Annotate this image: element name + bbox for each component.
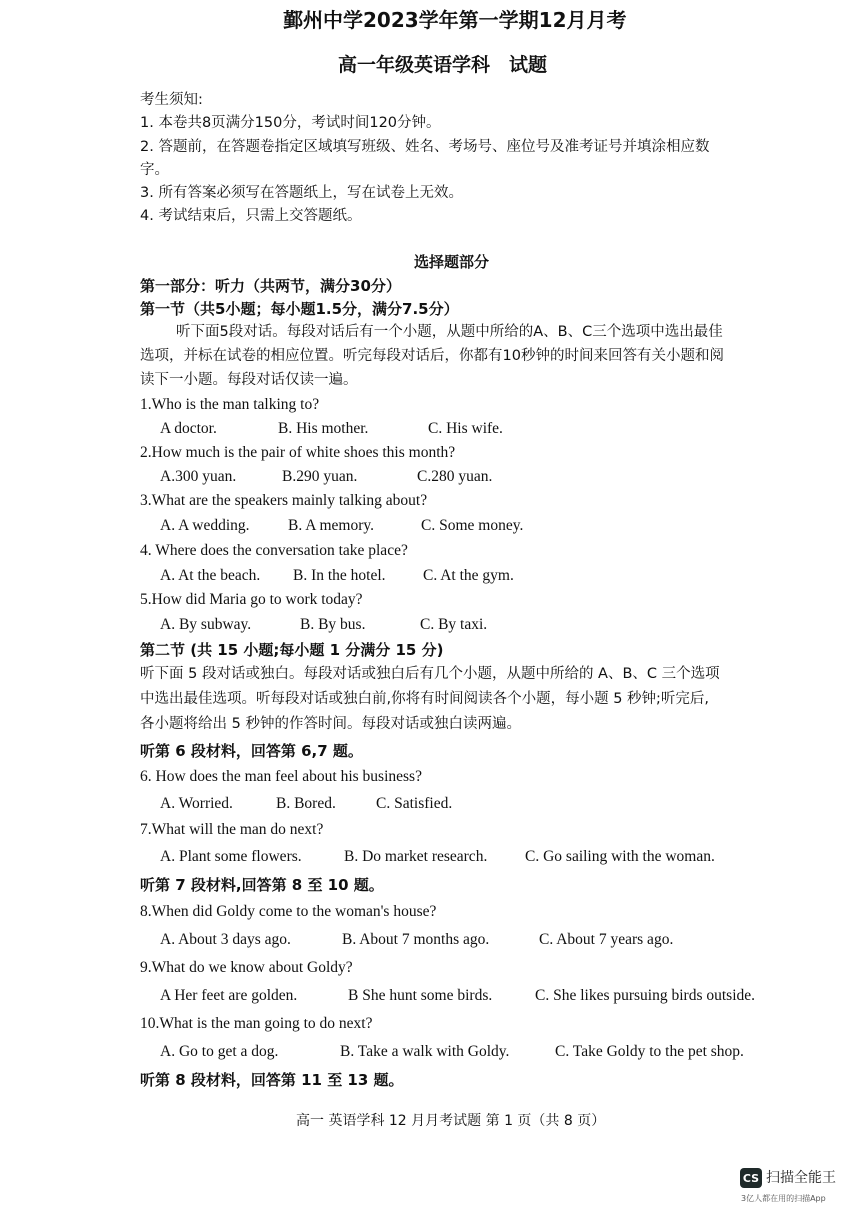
- option-a: A.300 yuan.: [160, 468, 237, 485]
- question-text: 5.How did Maria go to work today?: [140, 591, 363, 608]
- question-text: 4. Where does the conversation take place?: [140, 542, 408, 559]
- option-c: C. Satisfied.: [376, 795, 453, 812]
- option-a: A. By subway.: [160, 616, 252, 633]
- option-c: C. About 7 years ago.: [539, 931, 674, 948]
- section-heading: 选择题部分: [414, 253, 490, 271]
- part1-section2-title: 第二节 (共 15 小题;每小题 1 分满分 15 分): [140, 641, 444, 659]
- exam-subtitle: 高一年级英语学科 试题: [338, 54, 548, 76]
- notice-item: 2. 答题前，在答题卷指定区域填写班级、姓名、考场号、座位号及准考证号并填涂相应数: [140, 139, 710, 155]
- question-text: 7.What will the man do next?: [140, 821, 324, 838]
- option-a: A doctor.: [160, 420, 217, 437]
- question-text: 8.When did Goldy come to the woman's house?: [140, 903, 437, 920]
- question-text: 10.What is the man going to do next?: [140, 1015, 373, 1032]
- option-b: B. Take a walk with Goldy.: [340, 1043, 510, 1060]
- option-b: B. A memory.: [288, 517, 374, 534]
- question-text: 1.Who is the man talking to?: [140, 396, 320, 413]
- option-a: A Her feet are golden.: [160, 987, 298, 1004]
- material-heading: 听第 6 段材料，回答第 6,7 题。: [140, 742, 363, 760]
- option-c: C. By taxi.: [420, 616, 488, 633]
- notice-heading: 考生须知:: [140, 92, 203, 108]
- notice-item: 4. 考试结束后，只需上交答题纸。: [140, 208, 362, 224]
- option-a: A. Plant some flowers.: [160, 848, 302, 865]
- option-a: A. A wedding.: [160, 517, 250, 534]
- option-c: C.280 yuan.: [417, 468, 493, 485]
- part1-section1-title: 第一节（共5小题；每小题1.5分，满分7.5分）: [140, 300, 459, 318]
- option-b: B. Bored.: [276, 795, 336, 812]
- section2-instruction: 各小题将给出 5 秒钟的作答时间。每段对话或独白读两遍。: [140, 716, 521, 732]
- section1-instruction: 读下一小题。每段对话仅读一遍。: [140, 372, 358, 388]
- option-b: B. In the hotel.: [293, 567, 386, 584]
- section1-instruction: 选项，并标在试卷的相应位置。听完每段对话后，你都有10秒钟的时间来回答有关小题和阅: [140, 348, 724, 364]
- option-b: B. His mother.: [278, 420, 369, 437]
- option-c: C. Go sailing with the woman.: [525, 848, 715, 865]
- question-text: 6. How does the man feel about his business?: [140, 768, 422, 785]
- option-b: B. By bus.: [300, 616, 366, 633]
- notice-item: 1. 本卷共8页满分150分，考试时间120分钟。: [140, 115, 441, 131]
- option-b: B.290 yuan.: [282, 468, 358, 485]
- option-c: C. Some money.: [421, 517, 524, 534]
- camscanner-tagline: 3亿人都在用的扫描App: [741, 1194, 826, 1203]
- notice-item: 字。: [140, 162, 169, 178]
- material-heading: 听第 7 段材料,回答第 8 至 10 题。: [140, 876, 384, 894]
- question-text: 9.What do we know about Goldy?: [140, 959, 353, 976]
- option-a: A. Go to get a dog.: [160, 1043, 279, 1060]
- option-b: B. About 7 months ago.: [342, 931, 490, 948]
- part1-title: 第一部分：听力（共两节，满分30分）: [140, 277, 401, 295]
- question-text: 3.What are the speakers mainly talking about?: [140, 492, 428, 509]
- option-c: C. Take Goldy to the pet shop.: [555, 1043, 744, 1060]
- notice-item: 3. 所有答案必须写在答题纸上，写在试卷上无效。: [140, 185, 463, 201]
- option-b: B. Do market research.: [344, 848, 488, 865]
- option-a: A. At the beach.: [160, 567, 261, 584]
- option-c: C. At the gym.: [423, 567, 514, 584]
- section2-instruction: 中选出最佳选项。听每段对话或独白前,你将有时间阅读各个小题，每小题 5 秒钟;听完后,: [140, 691, 710, 707]
- section1-instruction: 听下面5段对话。每段对话后有一个小题，从题中所给的A、B、C三个选项中选出最佳: [176, 324, 723, 340]
- exam-title: 鄞州中学2023学年第一学期12月月考: [283, 8, 627, 32]
- page-footer: 高一 英语学科 12 月月考试题 第 1 页（共 8 页）: [296, 1113, 606, 1129]
- option-c: C. She likes pursuing birds outside.: [535, 987, 756, 1004]
- camscanner-name: 扫描全能王: [766, 1170, 836, 1186]
- option-b: B She hunt some birds.: [348, 987, 493, 1004]
- section2-instruction: 听下面 5 段对话或独白。每段对话或独白后有几个小题，从题中所给的 A、B、C 三个选项: [140, 666, 720, 682]
- camscanner-logo: CS: [740, 1168, 762, 1188]
- material-heading: 听第 8 段材料，回答第 11 至 13 题。: [140, 1071, 404, 1089]
- option-a: A. Worried.: [160, 795, 233, 812]
- option-c: C. His wife.: [428, 420, 503, 437]
- option-a: A. About 3 days ago.: [160, 931, 291, 948]
- question-text: 2.How much is the pair of white shoes this month?: [140, 444, 456, 461]
